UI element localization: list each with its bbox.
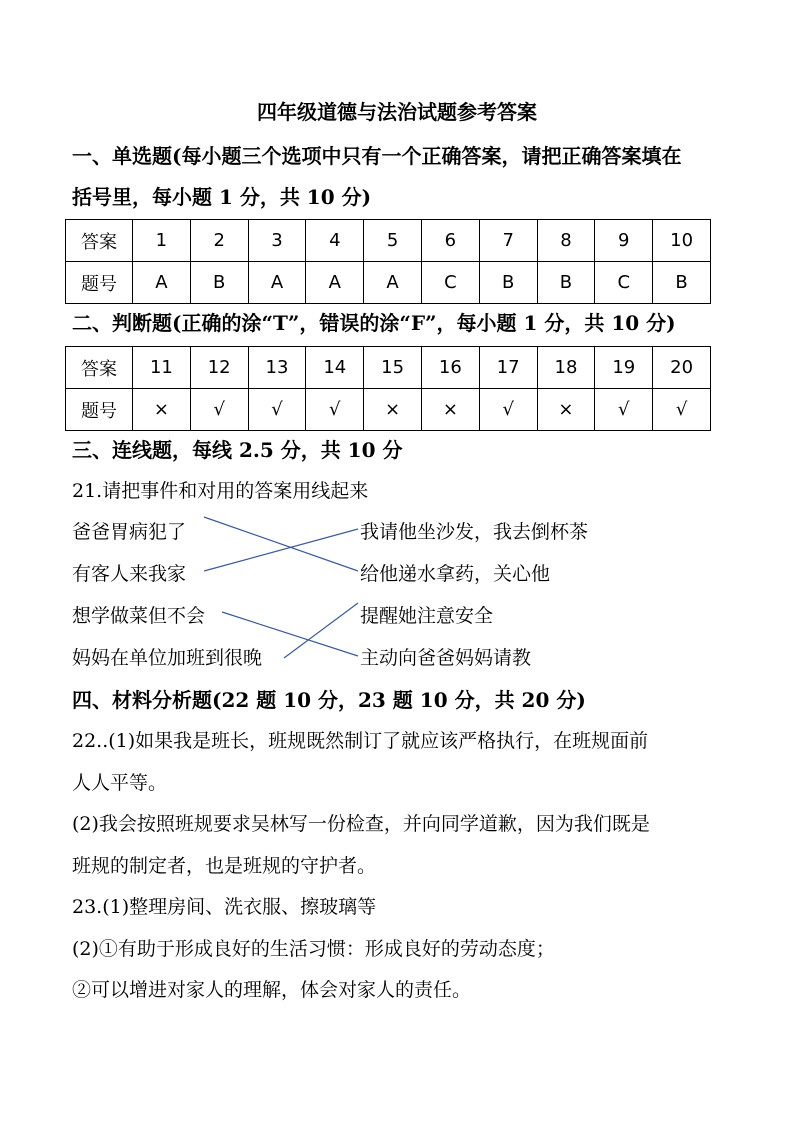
table-cell: B: [190, 262, 248, 304]
table-cell: 10: [653, 220, 711, 262]
table-cell: A: [306, 262, 364, 304]
table-cell: ×: [537, 389, 595, 431]
matching-right-item: 主动向爸爸妈妈请教: [360, 647, 532, 669]
matching-line: [284, 603, 358, 658]
table-cell: 18: [537, 347, 595, 389]
question-21: 21.请把事件和对用的答案用线起来: [72, 480, 369, 502]
table-cell: 20: [653, 347, 711, 389]
matching-left-item: 有客人来我家: [72, 563, 187, 585]
table-cell: 13: [248, 347, 306, 389]
table-cell: 2: [190, 220, 248, 262]
q23-part1: 23.(1)整理房间、洗衣服、擦玻璃等: [72, 896, 377, 918]
section1-heading-line1: 一、单选题(每小题三个选项中只有一个正确答案，请把正确答案填在: [72, 144, 682, 168]
matching-left-item: 妈妈在单位加班到很晚: [72, 647, 263, 669]
table-cell: B: [479, 262, 537, 304]
page-title: 四年级道德与法治试题参考答案: [257, 100, 537, 124]
table-cell: √: [248, 389, 306, 431]
row-label: 题号: [66, 262, 133, 304]
table-cell: 16: [421, 347, 479, 389]
table-cell: 9: [595, 220, 653, 262]
section3-heading: 三、连线题，每线 2.5 分，共 10 分: [72, 438, 403, 462]
table-cell: ×: [133, 389, 191, 431]
matching-line: [204, 529, 358, 571]
table-cell: 7: [479, 220, 537, 262]
table-cell: A: [364, 262, 422, 304]
table-cell: ×: [364, 389, 422, 431]
matching-right-item: 提醒她注意安全: [360, 605, 494, 627]
table-cell: A: [248, 262, 306, 304]
section4-heading: 四、材料分析题(22 题 10 分，23 题 10 分，共 20 分): [72, 688, 586, 712]
table-cell: B: [537, 262, 595, 304]
q23-part2-line2: ②可以增进对家人的理解，体会对家人的责任。: [72, 979, 472, 1001]
table-cell: B: [653, 262, 711, 304]
table-cell: 11: [133, 347, 191, 389]
matching-right-item: 给他递水拿药，关心他: [360, 563, 551, 585]
section2-heading: 二、判断题(正确的涂“T”，错误的涂“F”，每小题 1 分，共 10 分): [72, 311, 676, 335]
table-cell: 17: [479, 347, 537, 389]
table-cell: 6: [421, 220, 479, 262]
matching-right-item: 我请他坐沙发，我去倒杯茶: [360, 521, 589, 543]
table-cell: 3: [248, 220, 306, 262]
q22-part2-line1: (2)我会按照班规要求吴林写一份检查，并向同学道歉，因为我们既是: [72, 813, 650, 835]
table-cell: 5: [364, 220, 422, 262]
section1-heading-line2: 括号里，每小题 1 分，共 10 分): [72, 185, 372, 209]
q22-part1-line1: 22..(1)如果我是班长，班规既然制订了就应该严格执行，在班规面前: [72, 730, 649, 752]
table-cell: √: [306, 389, 364, 431]
table-cell: C: [421, 262, 479, 304]
table-cell: √: [653, 389, 711, 431]
table-cell: 4: [306, 220, 364, 262]
table-cell: 15: [364, 347, 422, 389]
row-label: 答案: [66, 347, 133, 389]
table-cell: √: [190, 389, 248, 431]
table-cell: ×: [421, 389, 479, 431]
table-cell: 1: [133, 220, 191, 262]
table-cell: √: [595, 389, 653, 431]
table-cell: √: [479, 389, 537, 431]
table-cell: 19: [595, 347, 653, 389]
row-label: 答案: [66, 220, 133, 262]
table-cell: 8: [537, 220, 595, 262]
table-cell: A: [133, 262, 191, 304]
table-cell: 14: [306, 347, 364, 389]
table-cell: C: [595, 262, 653, 304]
q22-part2-line2: 班规的制定者，也是班规的守护者。: [72, 855, 377, 877]
table-cell: 12: [190, 347, 248, 389]
matching-left-item: 想学做菜但不会: [72, 605, 206, 627]
matching-left-item: 爸爸胃病犯了: [72, 521, 187, 543]
matching-line: [204, 517, 358, 571]
q23-part2-line1: (2)①有助于形成良好的生活习惯：形成良好的劳动态度；: [72, 938, 555, 960]
q22-part1-line2: 人人平等。: [72, 772, 168, 794]
row-label: 题号: [66, 389, 133, 431]
